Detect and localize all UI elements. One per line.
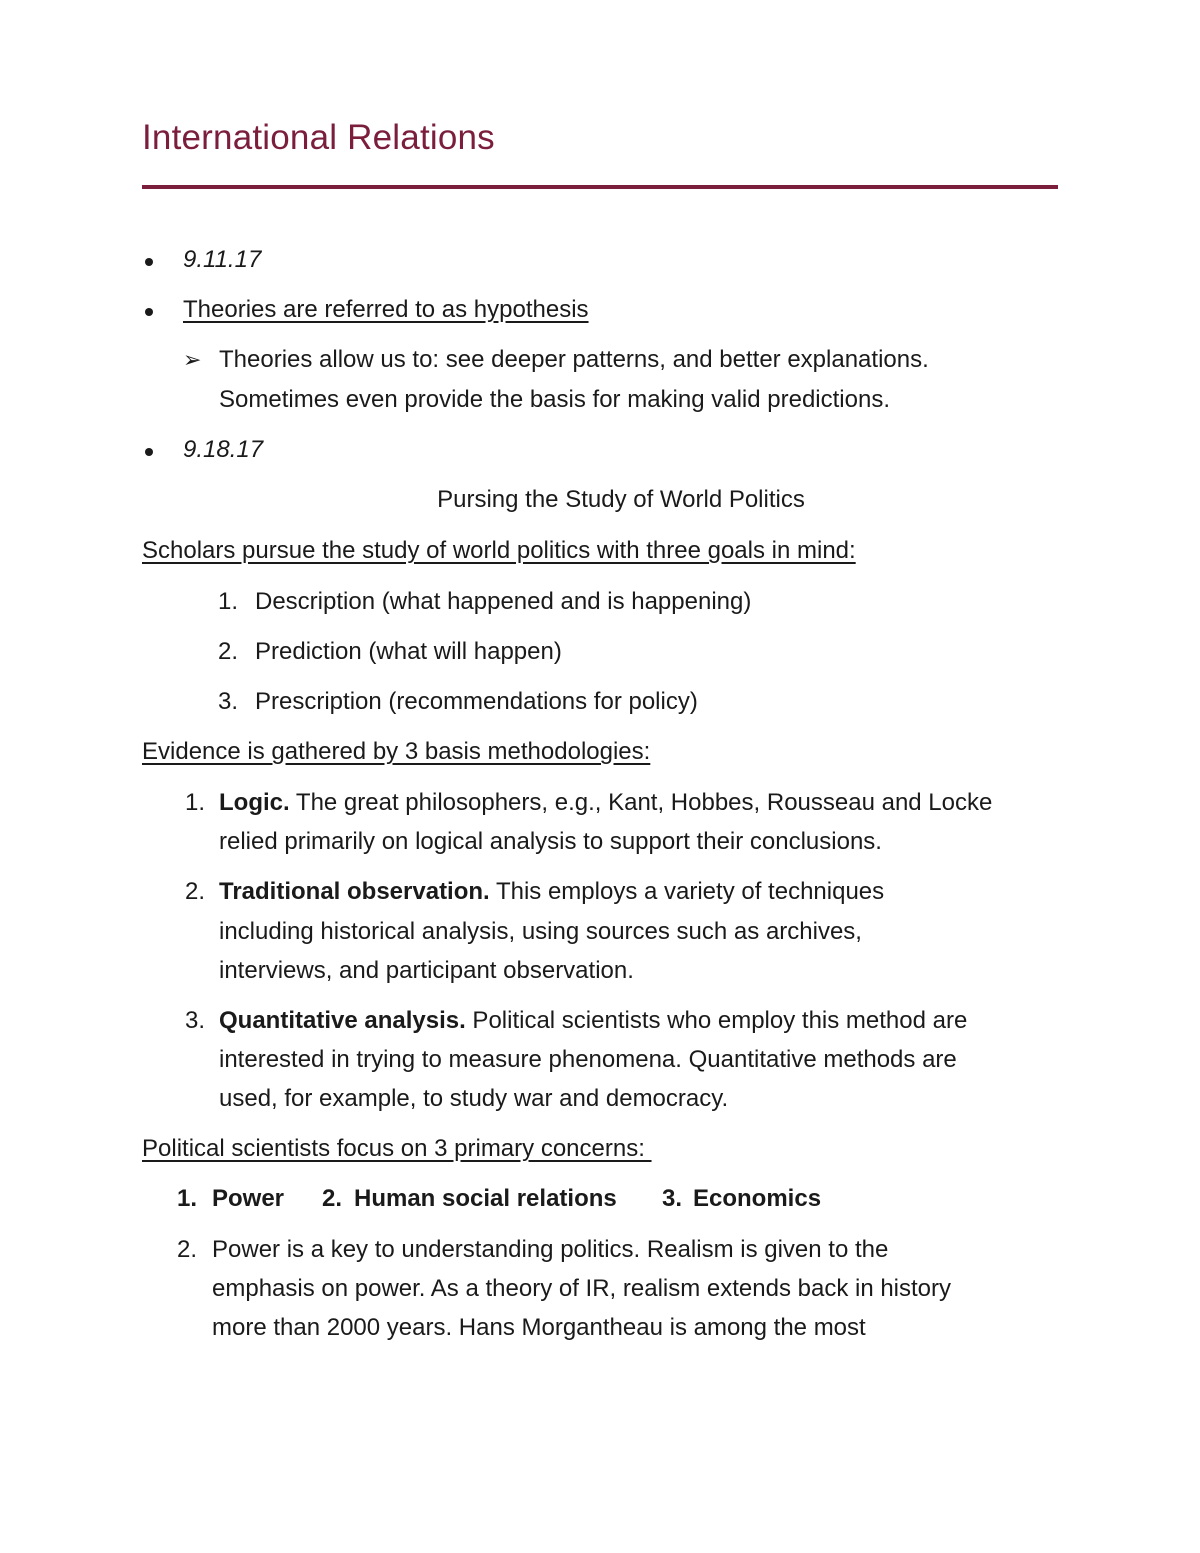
list-number: 1. <box>218 588 239 615</box>
method-item-line: used, for example, to study war and democracy. <box>219 1085 729 1112</box>
theories-note: Theories are referred to as hypothesis <box>183 296 589 323</box>
goal-item: Prescription (recommendations for policy) <box>255 688 698 715</box>
method-item-line <box>219 876 884 908</box>
date-entry: 9.11.17 <box>183 246 262 273</box>
arrow-bullet-icon: ➢ <box>183 347 202 372</box>
method-text: This employs a variety of techniques <box>489 878 885 905</box>
method-item-line: interested in trying to measure phenomena. Quantitative methods are <box>219 1046 957 1073</box>
theories-detail-line2: Sometimes even provide the basis for making valid predictions. <box>219 386 890 413</box>
methods-heading: Evidence is gathered by 3 basis methodologies: <box>142 738 651 765</box>
list-number: 3. <box>218 688 239 715</box>
goal-item: Prediction (what will happen) <box>255 638 562 665</box>
bullet-icon <box>145 258 153 266</box>
method-text: Political scientists who employ this method are <box>465 1007 968 1034</box>
list-number: 1. <box>177 1185 198 1212</box>
bullet-icon <box>145 448 153 456</box>
list-number: 2. <box>185 878 206 905</box>
title-divider <box>142 185 1058 189</box>
concern-item: Economics <box>693 1185 822 1212</box>
list-number: 3. <box>662 1185 683 1212</box>
method-item-line: including historical analysis, using sources such as archives, <box>219 918 862 945</box>
list-number: 1. <box>185 789 206 816</box>
goal-item: Description (what happened and is happening) <box>255 588 752 615</box>
goals-heading: Scholars pursue the study of world politics with three goals in mind: <box>142 537 856 564</box>
power-paragraph-line: Power is a key to understanding politics. Realism is given to the <box>212 1236 889 1263</box>
theories-detail-line1: Theories allow us to: see deeper patterns, and better explanations. <box>219 346 929 373</box>
concern-item: Human social relations <box>354 1185 617 1212</box>
concerns-heading: Political scientists focus on 3 primary concerns: <box>142 1135 652 1162</box>
method-item-line <box>219 1005 967 1037</box>
document-title: International Relations <box>142 118 495 157</box>
section-heading: Pursing the Study of World Politics <box>437 486 805 513</box>
bullet-icon <box>145 308 153 316</box>
method-text: The great philosophers, e.g., Kant, Hobbes, Rousseau and Locke <box>289 789 993 816</box>
concern-item: Power <box>212 1185 285 1212</box>
method-item-line: interviews, and participant observation. <box>219 957 634 984</box>
list-number: 2. <box>218 638 239 665</box>
method-term: Logic. <box>219 789 290 816</box>
method-term: Quantitative analysis. <box>219 1007 466 1034</box>
list-number: 2. <box>177 1236 198 1263</box>
date-entry: 9.18.17 <box>183 436 264 463</box>
power-paragraph-line: emphasis on power. As a theory of IR, realism extends back in history <box>212 1275 952 1302</box>
method-item-line <box>219 787 992 819</box>
method-term: Traditional observation. <box>219 878 490 905</box>
list-number: 3. <box>185 1007 206 1034</box>
power-paragraph-line: more than 2000 years. Hans Morgantheau is among the most <box>212 1314 866 1341</box>
method-item-line: relied primarily on logical analysis to support their conclusions. <box>219 828 882 855</box>
list-number: 2. <box>322 1185 343 1212</box>
